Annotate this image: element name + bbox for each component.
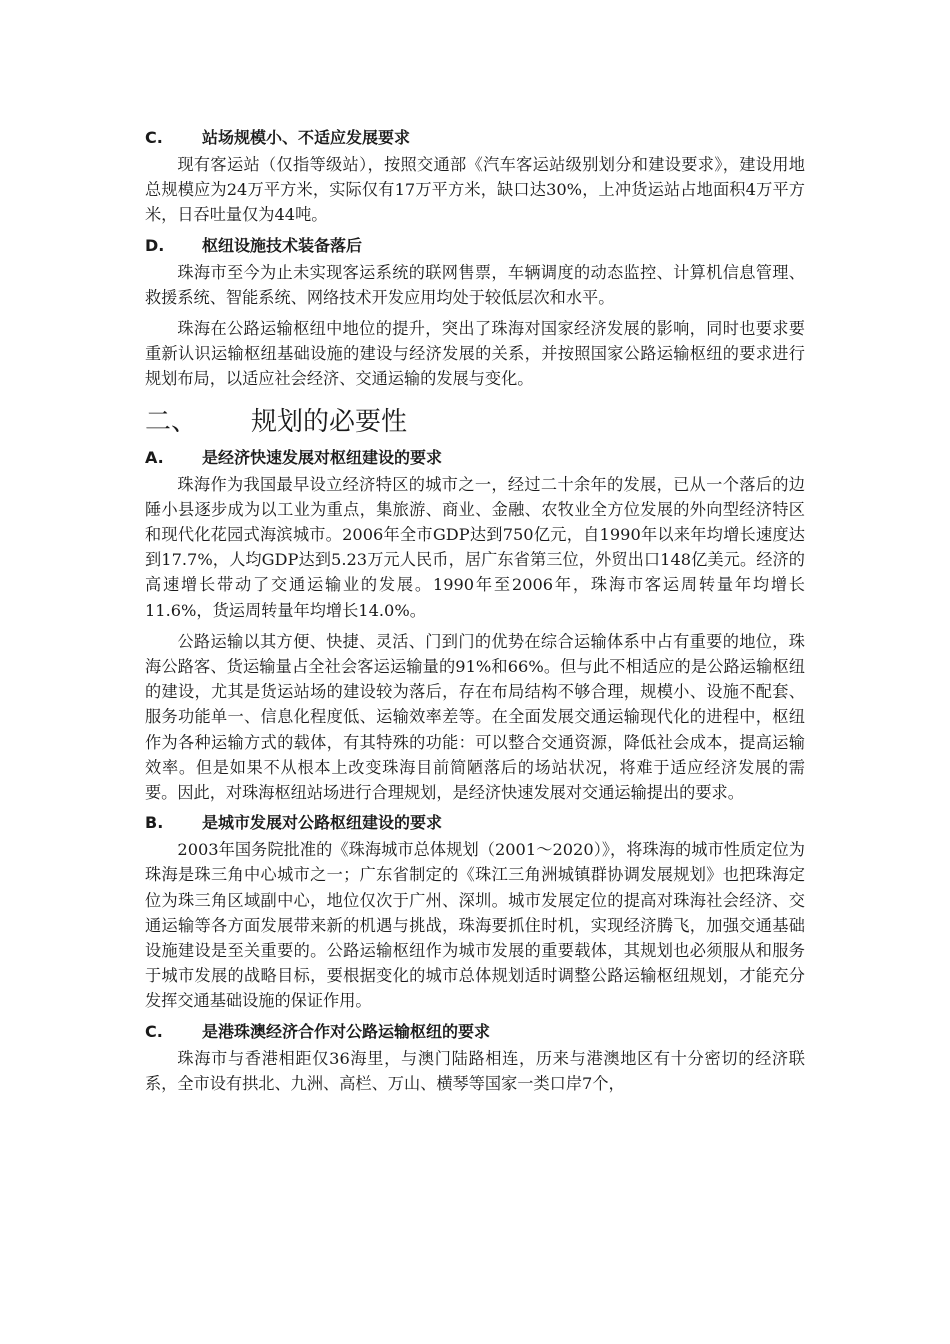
body-paragraph: 现有客运站（仅指等级站），按照交通部《汽车客运站级别划分和建设要求》，建设用地总规模应为24万平方米，实际仅有17万平方米，缺口达30%，上冲货运站占地面积4万平方米，日吞吐量仅为44吨。 bbox=[145, 155, 805, 225]
body-paragraph: 珠海市与香港相距仅36海里，与澳门陆路相连，历来与港澳地区有十分密切的经济联系，全市设有拱北、九洲、高栏、万山、横琴等国家一类口岸7个， bbox=[145, 1048, 805, 1093]
heading-marker: C. bbox=[145, 1021, 163, 1041]
body-paragraph: 珠海在公路运输枢纽中地位的提升，突出了珠海对国家经济发展的影响，同时也要求要重新认识运输枢纽基础设施的建设与经济发展的关系，并按照国家公路运输枢纽的要求进行规划布局，以适应社会经济、交通运输的发展与变化。 bbox=[145, 319, 805, 389]
heading-title: 枢纽设施技术装备落后 bbox=[202, 235, 363, 255]
subsection-heading bbox=[145, 1020, 805, 1044]
body-paragraph: 珠海作为我国最早设立经济特区的城市之一，经过二十余年的发展，已从一个落后的边陲小县逐步成为以工业为重点，集旅游、商业、金融、农牧业全方位发展的外向型经济特区和现代化花园式海滨城市。2006年全市GDP达到750亿元，自1990年以来年均增长速度达到17.7%，人均GDP达到5.23万元人民币，居广东省第三位，外贸出口148亿美元。经济的高速增长带动了交通运输业的发展。1990年至2006年，珠海市客运周转量年均增长11.6%，货运周转量年均增长14.0%。 bbox=[145, 474, 805, 620]
subsection-heading bbox=[145, 446, 805, 470]
document-body bbox=[145, 126, 805, 1096]
heading-title: 是港珠澳经济合作对公路运输枢纽的要求 bbox=[202, 1021, 491, 1041]
heading-title: 规划的必要性 bbox=[251, 406, 408, 437]
section-heading bbox=[145, 404, 805, 440]
subsection-heading bbox=[145, 811, 805, 835]
heading-marker: D. bbox=[145, 235, 165, 255]
subsection-heading bbox=[145, 126, 805, 150]
heading-marker: A. bbox=[145, 447, 164, 467]
heading-title: 是城市发展对公路枢纽建设的要求 bbox=[202, 813, 443, 833]
heading-marker: C. bbox=[145, 128, 163, 147]
body-paragraph: 珠海市至今为止未实现客运系统的联网售票，车辆调度的动态监控、计算机信息管理、救援系统、智能系统、网络技术开发应用均处于较低层次和水平。 bbox=[145, 262, 805, 307]
subsection-heading bbox=[145, 234, 805, 258]
body-paragraph: 2003年国务院批准的《珠海城市总体规划（2001～2020）》，将珠海的城市性质定位为珠海是珠三角中心城市之一；广东省制定的《珠江三角洲城镇群协调发展规划》也把珠海定位为珠三角区域副中心，地位仅次于广州、深圳。城市发展定位的提高对珠海社会经济、交通运输等各方面发展带来新的机遇与挑战，珠海要抓住时机，实现经济腾飞，加强交通基础设施建设是至关重要的。公路运输枢纽作为城市发展的重要载体，其规划也必须服从和服务于城市发展的战略目标，要根据变化的城市总体规划适时调整公路运输枢纽规划，才能充分发挥交通基础设施的保证作用。 bbox=[145, 840, 805, 1011]
heading-marker: 二、 bbox=[145, 406, 198, 437]
heading-title: 站场规模小、不适应发展要求 bbox=[202, 128, 411, 147]
body-paragraph: 公路运输以其方便、快捷、灵活、门到门的优势在综合运输体系中占有重要的地位，珠海公路客、货运输量占全社会客运运输量的91%和66%。但与此不相适应的是公路运输枢纽的建设，尤其是货运站场的建设较为落后，存在布局结构不够合理，规模小、设施不配套、服务功能单一、信息化程度低、运输效率差等。在全面发展交通运输现代化的进程中，枢纽作为各种运输方式的载体，有其特殊的功能：可以整合交通资源，降低社会成本，提高运输效率。但是如果不从根本上改变珠海目前简陋落后的场站状况，将难于适应经济发展的需要。因此，对珠海枢纽站场进行合理规划，是经济快速发展对交通运输提出的要求。 bbox=[145, 631, 805, 803]
heading-title: 是经济快速发展对枢纽建设的要求 bbox=[202, 447, 443, 467]
heading-marker: B. bbox=[145, 813, 164, 833]
